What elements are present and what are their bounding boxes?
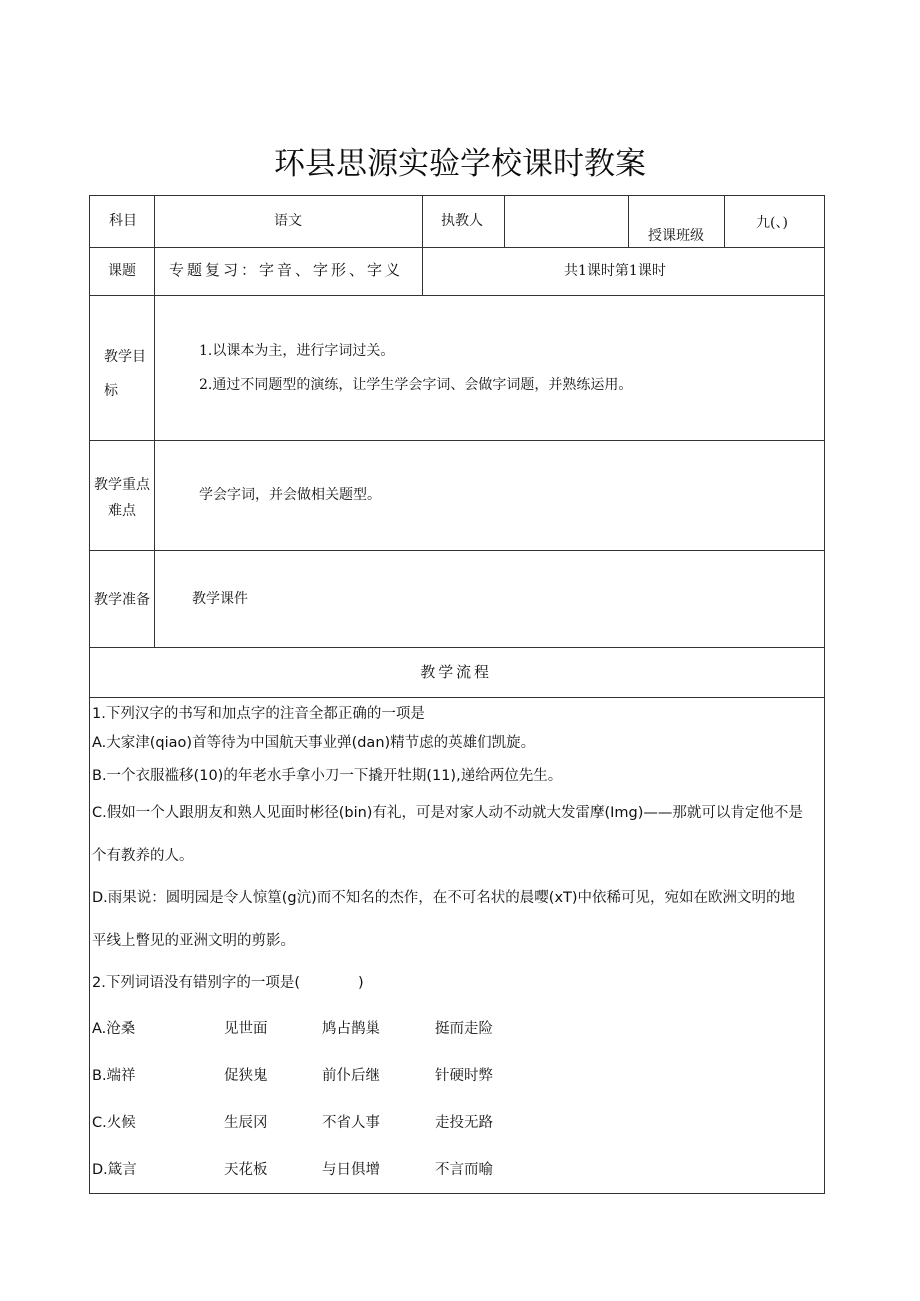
q1-option-d-line1: D.雨果说：圆明园是令人惊篁(g沆)而不知名的杰作，在不可名状的晨嘤(xT)中依稀可见，宛如在欧洲文明的地 xyxy=(92,890,796,906)
q2-option-word: 生辰冈 xyxy=(224,1115,268,1131)
q1-option-b: B.一个衣服褴移(10)的年老水手拿小刀一下撬开牡期(11),递给两位先生。 xyxy=(92,768,563,784)
row-divider xyxy=(90,647,824,648)
q1-stem: 1.下列汉字的书写和加点字的注音全都正确的一项是 xyxy=(92,706,425,722)
q2-option-word: 促狭鬼 xyxy=(224,1068,268,1084)
lesson-plan-table xyxy=(89,195,825,1194)
subject-label: 科目 xyxy=(109,213,137,229)
row-divider xyxy=(90,697,824,698)
row-divider xyxy=(90,550,824,551)
preparation-value: 教学课件 xyxy=(192,591,248,607)
column-divider xyxy=(504,196,505,247)
q2-option-word: 不省人事 xyxy=(322,1115,380,1131)
q2-option-word: 挺而走险 xyxy=(435,1021,493,1037)
objectives-label-line2: 标 xyxy=(104,383,118,399)
class-value: 九(、) xyxy=(756,215,788,231)
row-divider xyxy=(90,247,824,248)
q2-option-word: 针硬时弊 xyxy=(435,1068,493,1084)
keypoints-label-line1: 教学重点 xyxy=(94,477,150,493)
q2-option-word: 不言而喻 xyxy=(435,1162,493,1178)
q2-option-letter: A.沧桑 xyxy=(92,1021,136,1037)
q2-option-word: 见世面 xyxy=(224,1021,268,1037)
topic-value: 专题复习：字音、字形、字义 xyxy=(169,261,404,279)
column-divider xyxy=(724,196,725,247)
keypoints-label-line2: 难点 xyxy=(108,503,136,519)
teacher-label: 执教人 xyxy=(441,213,483,229)
objective-item-2: 2.通过不同题型的演练，让学生学会字词、会做字词题，并熟练运用。 xyxy=(199,377,633,393)
q2-option-letter: B.端祥 xyxy=(92,1068,136,1084)
q1-option-c-line1: C.假如一个人跟朋友和熟人见面时彬径(bin)有礼，可是对家人动不动就大发雷摩(Img)——那就可以肯定他不是 xyxy=(92,805,803,821)
topic-label: 课题 xyxy=(108,263,136,279)
class-label: 授课班级 xyxy=(648,228,704,244)
keypoints-value: 学会字词，并会做相关题型。 xyxy=(199,487,381,503)
q1-option-a: A.大家津(qiao)首等待为中国航天事业弹(dan)精节虑的英雄们凯旋。 xyxy=(92,735,536,751)
q2-option-word: 天花板 xyxy=(224,1162,268,1178)
q2-option-word: 与日俱增 xyxy=(322,1162,380,1178)
column-divider xyxy=(154,196,155,647)
q2-stem: 2.下列词语没有错别字的一项是( ) xyxy=(92,975,364,991)
subject-value: 语文 xyxy=(274,213,302,229)
row-divider xyxy=(90,295,824,296)
q1-option-c-line2: 个有教养的人。 xyxy=(92,848,194,864)
page-title: 环县思源实验学校课时教案 xyxy=(274,146,646,182)
objective-item-1: 1.以课本为主，进行字词过关。 xyxy=(199,343,395,359)
column-divider xyxy=(422,196,423,295)
preparation-label: 教学准备 xyxy=(94,592,150,608)
process-heading: 教学流程 xyxy=(420,663,492,681)
q2-option-word: 前仆后继 xyxy=(322,1068,380,1084)
q1-option-d-line2: 平线上瞥见的亚洲文明的剪影。 xyxy=(92,933,295,949)
q2-option-letter: C.火候 xyxy=(92,1115,136,1131)
q2-option-letter: D.箴言 xyxy=(92,1162,137,1178)
period-count: 共1课时第1课时 xyxy=(564,263,666,279)
column-divider xyxy=(628,196,629,247)
row-divider xyxy=(90,440,824,441)
q2-option-word: 走投无路 xyxy=(435,1115,493,1131)
objectives-label-line1: 教学目 xyxy=(104,349,146,365)
q2-option-word: 鸠占鹊巢 xyxy=(322,1021,380,1037)
